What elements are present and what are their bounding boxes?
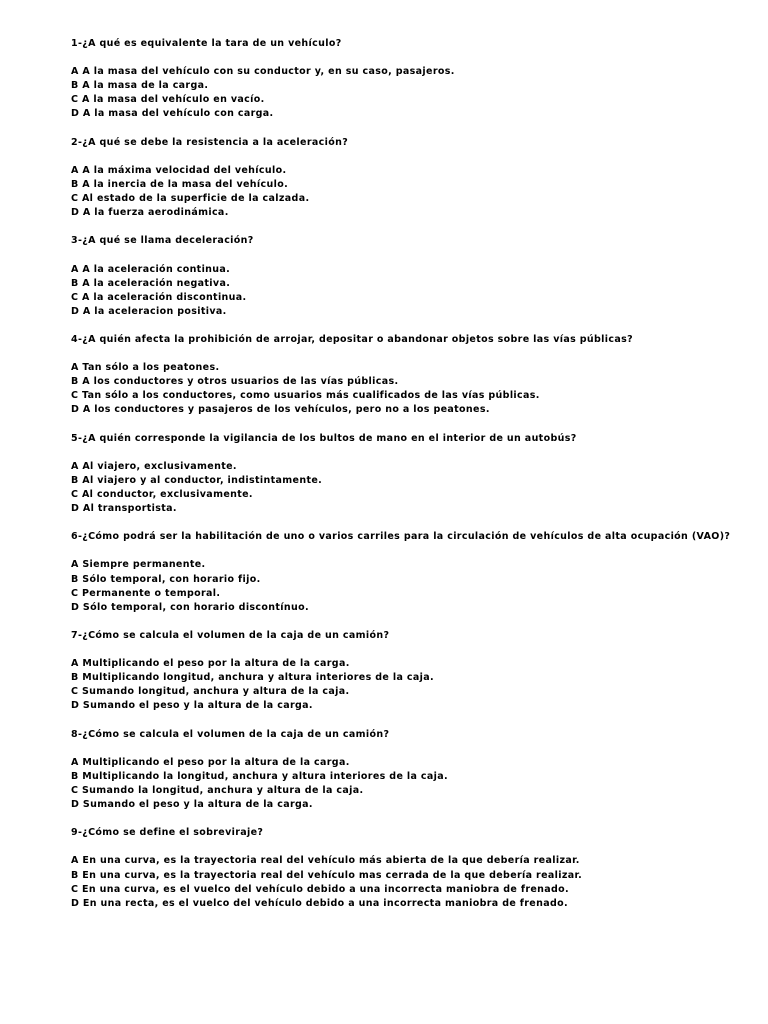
answer-options [71,361,741,417]
answer-option-a: A A la masa del vehículo con su conductor y, en su caso, pasajeros. [71,66,455,78]
question-text: 6-¿Cómo podrá ser la habilitación de uno o varios carriles para la circulación de vehículos de alta ocupación (VAO)? [71,531,731,543]
answer-option-c: C Al conductor, exclusivamente. [71,489,253,500]
answer-options [71,558,741,614]
answer-option-c: C Tan sólo a los conductores, como usuarios más cualificados de las vías públicas. [71,390,540,402]
answer-option-b: B A los conductores y otros usuarios de las vías públicas. [71,376,399,388]
answer-option-c: C A la masa del vehículo en vacío. [71,94,265,106]
question-text: 8-¿Cómo se calcula el volumen de la caja de un camión? [71,728,390,740]
answer-options [71,460,741,516]
question-9 [71,826,741,911]
answer-options [71,854,741,910]
answer-option-c: C Sumando la longitud, anchura y altura de la caja. [71,784,364,796]
answer-option-b: B A la aceleración negativa. [71,277,231,289]
answer-option-b: B A la masa de la carga. [71,80,209,92]
question-1 [71,37,741,122]
answer-options [71,657,741,713]
question-7 [71,629,741,714]
answer-options [71,756,741,812]
answer-option-d: D A la fuerza aerodinámica. [71,207,229,219]
question-5 [71,432,741,517]
question-text: 9-¿Cómo se define el sobreviraje? [71,827,264,839]
answer-option-c: C Sumando longitud, anchura y altura de la caja. [71,686,350,698]
answer-option-d: D Sumando el peso y la altura de la carga. [71,799,313,811]
answer-option-b: B Al viajero y al conductor, indistintamente. [71,474,323,486]
answer-option-a: A Tan sólo a los peatones. [71,362,220,374]
answer-option-a: A Multiplicando el peso por la altura de la carga. [71,658,350,670]
question-list [71,37,741,925]
question-8 [71,728,741,813]
answer-option-d: D Sumando el peso y la altura de la carga. [71,700,313,712]
answer-option-a: A Siempre permanente. [71,559,206,571]
question-text: 7-¿Cómo se calcula el volumen de la caja de un camión? [71,629,390,641]
answer-option-c: C En una curva, es el vuelco del vehículo debido a una incorrecta maniobra de frenado. [71,883,570,895]
question-4 [71,333,741,418]
answer-option-d: D A los conductores y pasajeros de los vehículos, pero no a los peatones. [71,404,490,416]
answer-options [71,164,741,220]
answer-option-c: C Al estado de la superficie de la calzada. [71,193,310,205]
answer-option-a: A En una curva, es la trayectoria real del vehículo más abierta de la que debería realizar. [71,855,580,867]
answer-option-d: D En una recta, es el vuelco del vehículo debido a una incorrecta maniobra de frenado. [71,897,568,909]
answer-option-b: B Multiplicando la longitud, anchura y altura interiores de la caja. [71,770,448,782]
answer-option-b: B A la inercia de la masa del vehículo. [71,178,289,190]
answer-option-c: C Permanente o temporal. [71,587,221,599]
question-2 [71,136,741,221]
answer-option-a: A Al viajero, exclusivamente. [71,460,237,472]
question-text: 4-¿A quién afecta la prohibición de arrojar, depositar o abandonar objetos sobre las vías públicas? [71,333,634,345]
question-text: 5-¿A quién corresponde la vigilancia de los bultos de mano en el interior de un autobús? [71,432,577,444]
question-text: 3-¿A qué se llama deceleración? [71,235,254,247]
answer-option-a: A A la aceleración continua. [71,263,231,275]
question-text: 1-¿A qué es equivalente la tara de un vehículo? [71,38,342,49]
answer-option-a: A Multiplicando el peso por la altura de la carga. [71,756,350,768]
answer-option-b: B En una curva, es la trayectoria real del vehículo mas cerrada de la que debería realizar. [71,869,583,881]
answer-option-d: D Al transportista. [71,503,177,515]
answer-option-c: C A la aceleración discontinua. [71,291,247,303]
answer-options [71,263,741,319]
question-6 [71,530,741,615]
answer-option-d: D A la aceleracion positiva. [71,305,227,317]
question-text: 2-¿A qué se debe la resistencia a la aceleración? [71,136,349,148]
answer-option-a: A A la máxima velocidad del vehículo. [71,164,287,176]
answer-options [71,65,741,121]
answer-option-b: B Multiplicando longitud, anchura y altura interiores de la caja. [71,672,434,684]
answer-option-b: B Sólo temporal, con horario fijo. [71,573,261,585]
answer-option-d: D A la masa del vehículo con carga. [71,108,274,120]
question-3 [71,234,741,319]
answer-option-d: D Sólo temporal, con horario discontínuo. [71,601,309,613]
